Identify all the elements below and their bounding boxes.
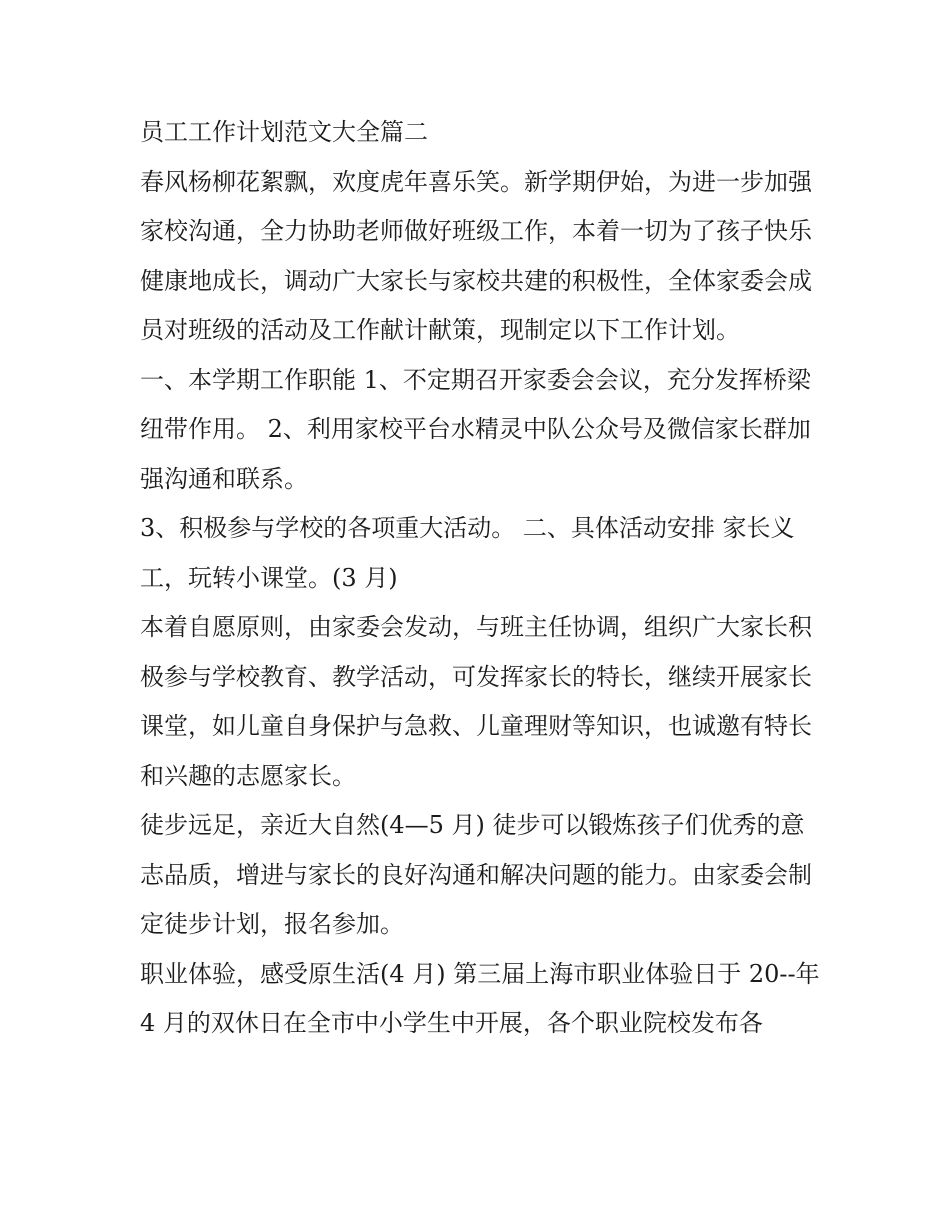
document-title: 员工工作计划范文大全篇二 bbox=[140, 118, 428, 146]
paragraph-duties: 一、本学期工作职能 1、不定期召开家委会会议，充分发挥桥梁纽带作用。 2、利用家校平台水精灵中队公众号及微信家长群加强沟通和联系。 bbox=[140, 365, 811, 493]
paragraph-activities: 3、积极参与学校的各项重大活动。 二、具体活动安排 家长义工，玩转小课堂。(3 月) bbox=[140, 514, 795, 592]
document-body bbox=[140, 108, 820, 1049]
paragraph-intro: 春风杨柳花絮飘，欢度虎年喜乐笑。新学期伊始，为进一步加强家校沟通，全力协助老师做好班级工作，本着一切为了孩子快乐健康地成长，调动广大家长与家校共建的积极性，全体家委会成员对班级的活动及工作献计献策，现制定以下工作计划。 bbox=[140, 167, 812, 344]
paragraph-hiking: 徒步远足，亲近大自然(4—5 月) 徒步可以锻炼孩子们优秀的意志品质，增进与家长的良好沟通和解决问题的能力。由家委会制定徒步计划，报名参加。 bbox=[140, 811, 812, 938]
paragraph-parent-volunteers: 本着自愿原则，由家委会发动，与班主任协调，组织广大家长积极参与学校教育、教学活动，可发挥家长的特长，继续开展家长课堂，如儿童自身保护与急救、儿童理财等知识，也诚邀有特长和兴趣的志愿家长。 bbox=[140, 613, 812, 790]
paragraph-career-experience: 职业体验，感受原生活(4 月) 第三届上海市职业体验日于 20--年 4 月的双休日在全市中小学生中开展，各个职业院校发布各 bbox=[140, 959, 820, 1037]
